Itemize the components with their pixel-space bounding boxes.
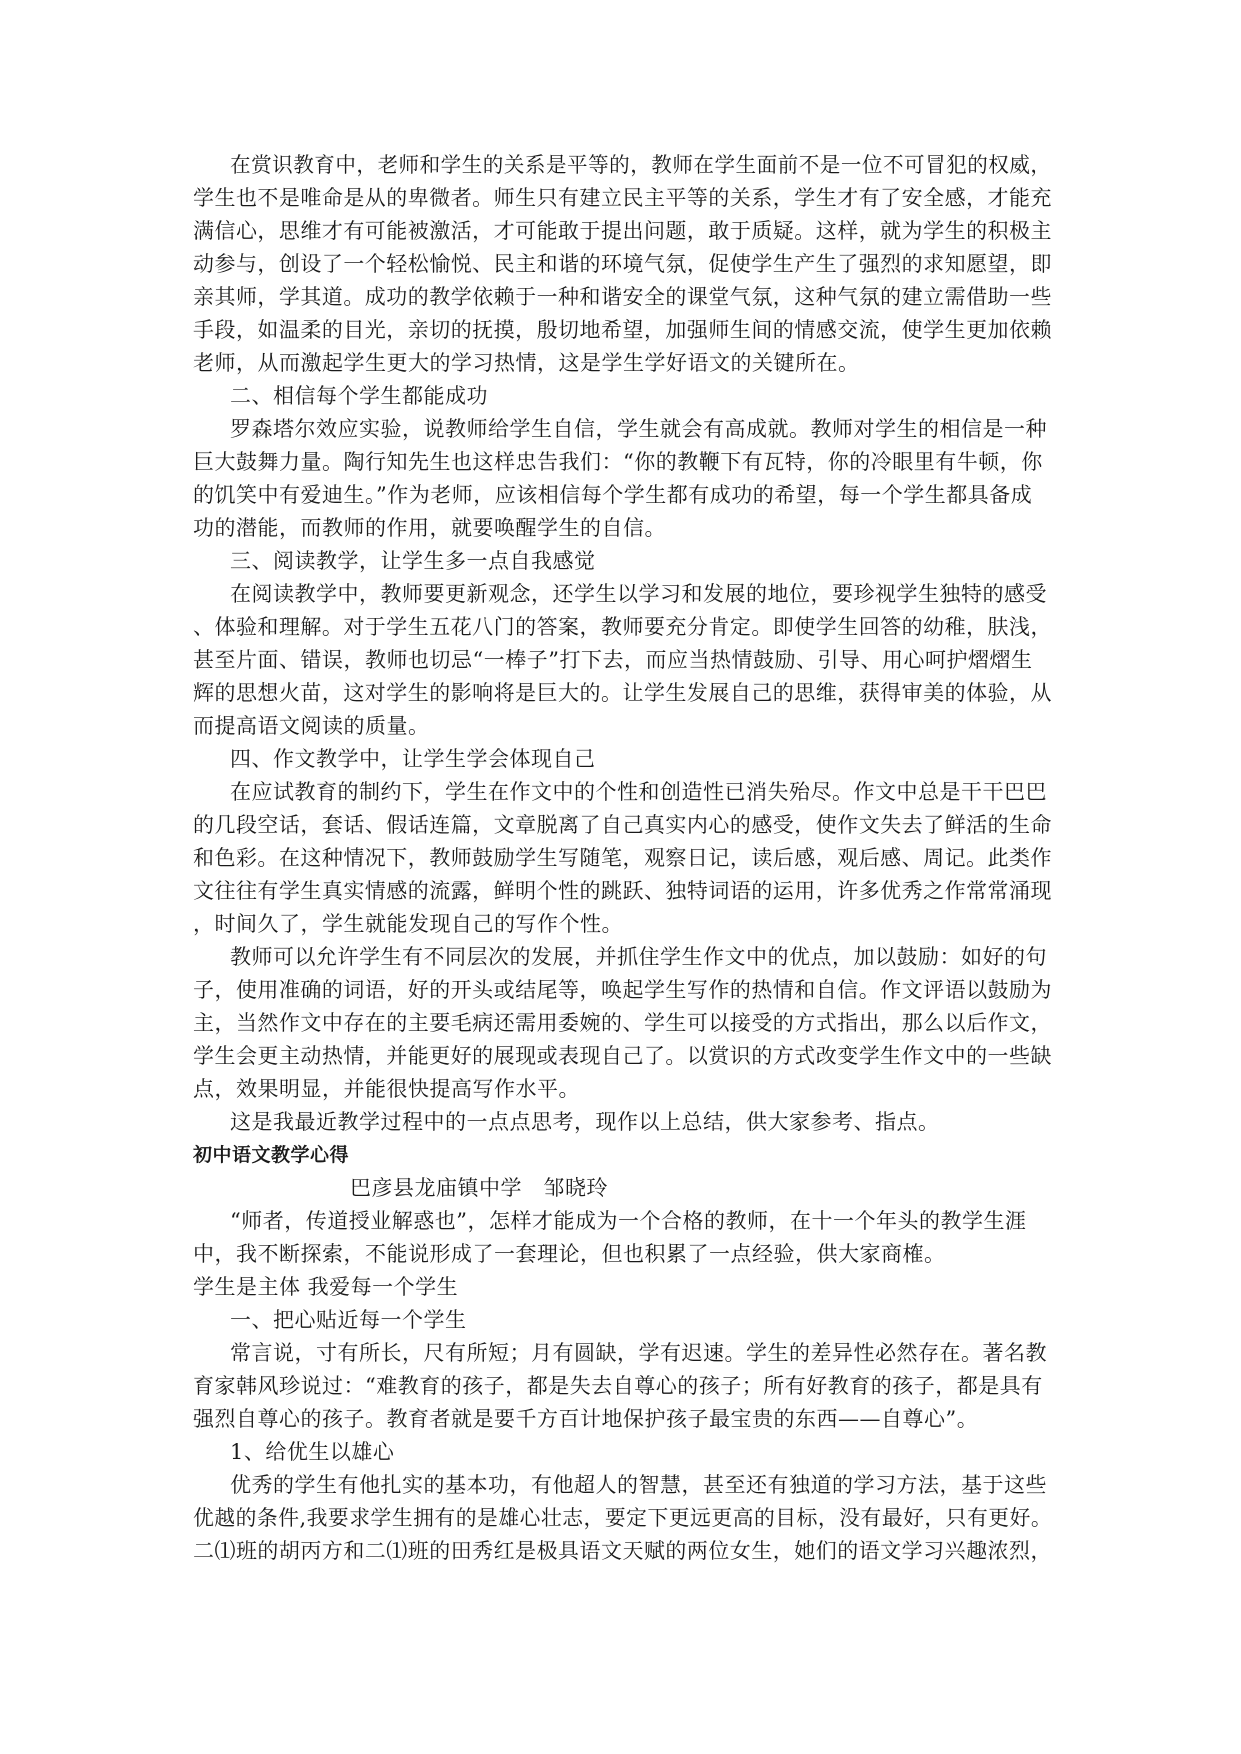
paragraph-line: 点，效果明显，并能很快提高写作水平。	[193, 1077, 580, 1101]
paragraph-line: 而提高语文阅读的质量。	[193, 714, 430, 738]
paragraph-line: 罗森塔尔效应实验，说教师给学生自信，学生就会有高成就。教师对学生的相信是一种	[230, 417, 1047, 441]
paragraph-line: 二⑴班的胡丙方和二⑴班的田秀红是极具语文天赋的两位女生，她们的语文学习兴趣浓烈，	[193, 1539, 1052, 1563]
paragraph-line: 这是我最近教学过程中的一点点思考，现作以上总结，供大家参考、指点。	[230, 1110, 940, 1134]
paragraph-line: 满信心，思维才有可能被激活，才可能敢于提出问题，敢于质疑。这样，就为学生的积极主	[193, 219, 1052, 243]
author-line: 巴彦县龙庙镇中学 邹晓玲	[350, 1176, 608, 1200]
paragraph-line: 强烈自尊心的孩子。教育者就是要千方百计地保护孩子最宝贵的东西——自尊心”。	[193, 1407, 979, 1431]
paragraph-line: 学生也不是唯命是从的卑微者。师生只有建立民主平等的关系，学生才有了安全感，才能充	[193, 186, 1052, 210]
paragraph-line: 功的潜能，而教师的作用，就要唤醒学生的自信。	[193, 516, 666, 540]
section-heading: 三、阅读教学，让学生多一点自我感觉	[230, 549, 596, 573]
paragraph-line: 巨大鼓舞力量。陶行知先生也这样忠告我们：“你的教鞭下有瓦特，你的冷眼里有牛顿，你	[193, 450, 1043, 474]
paragraph-line: 在赏识教育中，老师和学生的关系是平等的，教师在学生面前不是一位不可冒犯的权威，	[230, 153, 1052, 177]
section-heading: 1、给优生以雄心	[230, 1440, 395, 1464]
paragraph-line: 子，使用准确的词语，好的开头或结尾等，唤起学生写作的热情和自信。作文评语以鼓励为	[193, 978, 1052, 1002]
paragraph-line: 亲其师，学其道。成功的教学依赖于一种和谐安全的课堂气氛，这种气氛的建立需借助一些	[193, 285, 1052, 309]
section-heading: 四、作文教学中，让学生学会体现自己	[230, 747, 596, 771]
paragraph-line: 主，当然作文中存在的主要毛病还需用委婉的、学生可以接受的方式指出，那么以后作文，	[193, 1011, 1052, 1035]
paragraph-line: 、体验和理解。对于学生五花八门的答案，教师要充分肯定。即使学生回答的幼稚，肤浅，	[193, 615, 1052, 639]
section-heading: 一、把心贴近每一个学生	[230, 1308, 467, 1332]
paragraph-line: 的几段空话，套话、假话连篇，文章脱离了自己真实内心的感受，使作文失去了鲜活的生命	[193, 813, 1052, 837]
paragraph-line: 老师，从而激起学生更大的学习热情，这是学生学好语文的关键所在。	[193, 351, 860, 375]
paragraph-line: 辉的思想火苗，这对学生的影响将是巨大的。让学生发展自己的思维，获得审美的体验，从	[193, 681, 1052, 705]
article-title: 初中语文教学心得	[193, 1144, 350, 1166]
paragraph-line: 育家韩风珍说过：“难教育的孩子，都是失去自尊心的孩子；所有好教育的孩子，都是具有	[193, 1374, 1043, 1398]
paragraph-line: 甚至片面、错误，教师也切忌“一棒子”打下去，而应当热情鼓励、引导、用心呵护熠熠生	[193, 648, 1033, 672]
paragraph-line: 文往往有学生真实情感的流露，鲜明个性的跳跃、独特词语的运用，许多优秀之作常常涌现	[193, 879, 1052, 903]
paragraph-line: 常言说，寸有所长，尺有所短；月有圆缺，学有迟速。学生的差异性必然存在。著名教	[230, 1341, 1047, 1365]
paragraph-line: 中，我不断探索，不能说形成了一套理论，但也积累了一点经验，供大家商榷。	[193, 1242, 946, 1266]
paragraph-line: 在阅读教学中，教师要更新观念，还学生以学习和发展的地位，要珍视学生独特的感受	[230, 582, 1047, 606]
paragraph-line: 和色彩。在这种情况下，教师鼓励学生写随笔，观察日记，读后感，观后感、周记。此类作	[193, 846, 1052, 870]
paragraph-line: 优越的条件,我要求学生拥有的是雄心壮志，要定下更远更高的目标，没有最好，只有更好。	[193, 1506, 1053, 1530]
paragraph-line: “师者，传道授业解惑也”，怎样才能成为一个合格的教师，在十一个年头的教学生涯	[230, 1209, 1027, 1233]
paragraph-line: 教师可以允许学生有不同层次的发展，并抓住学生作文中的优点，加以鼓励：如好的句	[230, 945, 1047, 969]
paragraph-line: ，时间久了，学生就能发现自己的写作个性。	[193, 912, 623, 936]
paragraph-line: 的饥笑中有爱迪生。”作为老师，应该相信每个学生都有成功的希望，每一个学生都具备成	[193, 483, 1033, 507]
section-heading: 学生是主体 我爱每一个学生	[193, 1275, 459, 1299]
paragraph-line: 动参与，创设了一个轻松愉悦、民主和谐的环境气氛，促使学生产生了强烈的求知愿望，即	[193, 252, 1052, 276]
paragraph-line: 优秀的学生有他扎实的基本功，有他超人的智慧，甚至还有独道的学习方法，基于这些	[230, 1473, 1047, 1497]
section-heading: 二、相信每个学生都能成功	[230, 384, 488, 408]
paragraph-line: 学生会更主动热情，并能更好的展现或表现自己了。以赏识的方式改变学生作文中的一些缺	[193, 1044, 1052, 1068]
paragraph-line: 在应试教育的制约下，学生在作文中的个性和创造性已消失殆尽。作文中总是干干巴巴	[230, 780, 1047, 804]
paragraph-line: 手段，如温柔的目光，亲切的抚摸，殷切地希望，加强师生间的情感交流，使学生更加依赖	[193, 318, 1052, 342]
